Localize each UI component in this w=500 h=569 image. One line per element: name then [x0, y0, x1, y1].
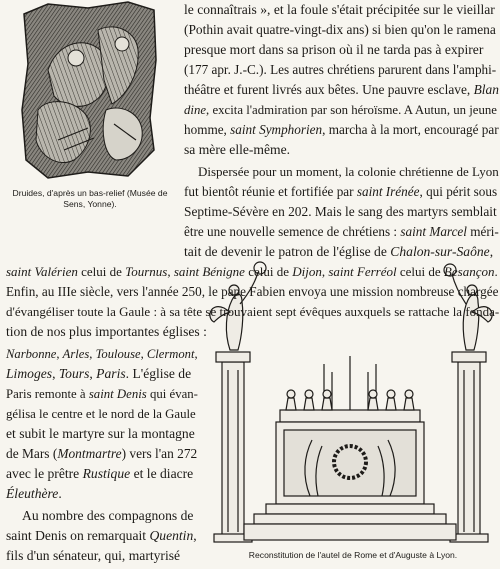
text-segment: ) vers l'an 272 [121, 446, 198, 461]
text-line [184, 40, 483, 60]
text-line [184, 242, 493, 262]
text-segment: fils d'un sénateur, qui, martyrisé [6, 548, 181, 563]
italic-segment: Tournus [125, 264, 168, 279]
text-segment: , [193, 528, 197, 543]
italic-segment: Narbonne [6, 347, 57, 361]
italic-segment: Clermont [146, 347, 195, 361]
text-segment: qui évan- [146, 387, 198, 401]
text-segment: le connaîtrais », et la foule s'était précipitée sur le vieillar [184, 2, 495, 17]
italic-segment: saint Ferréol [328, 264, 397, 279]
text-line [198, 162, 499, 182]
italic-segment: saint Bénigne [173, 264, 245, 279]
text-line [184, 120, 499, 140]
text-line [6, 302, 499, 322]
italic-segment: Paris [96, 366, 126, 381]
italic-segment: Rustique [82, 466, 131, 481]
text-segment: de Mars ( [6, 446, 58, 461]
text-line [22, 506, 193, 526]
italic-segment: Quentin [149, 528, 194, 543]
text-segment: celui de [396, 264, 444, 279]
text-segment: homme, [184, 122, 231, 137]
text-segment: (Pothin avait quatre-vingt-dix ans) si bien qu'on le ramena [184, 22, 496, 37]
text-line [184, 182, 497, 202]
italic-segment: Dijon [292, 264, 322, 279]
text-line [6, 526, 197, 546]
italic-segment: Limoges [6, 366, 53, 381]
text-line [184, 20, 496, 40]
italic-segment: saint Irénée [356, 184, 420, 199]
italic-segment: Toulouse [95, 347, 141, 361]
italic-segment: Besançon [443, 264, 495, 279]
italic-segment: saint Symphorien [230, 122, 323, 137]
text-line [6, 322, 207, 342]
text-segment: presque mort dans sa prison où il ne tarda pas à expirer [184, 42, 484, 57]
text-line [6, 444, 197, 464]
text-line [184, 60, 496, 80]
text-segment: . [494, 264, 498, 279]
text-line [184, 0, 495, 20]
italic-segment: Éleuthère [6, 486, 59, 501]
text-segment: , [194, 347, 198, 361]
text-segment: et le diacre [130, 466, 194, 481]
text-segment: Septime-Sévère en 202. Mais le sang des martyrs semblait [184, 204, 497, 219]
text-segment: , [89, 347, 96, 361]
text-line [184, 202, 497, 222]
italic-segment: saint Marcel [400, 224, 467, 239]
text-line [6, 262, 498, 282]
text-segment: . [58, 486, 62, 501]
text-segment: , qui périt sous [419, 184, 498, 199]
text-segment: Dispersée pour un moment, la colonie chrétienne de Lyon [198, 164, 499, 179]
italic-segment: Arles [62, 347, 90, 361]
text-segment: Paris remonte à [6, 387, 89, 401]
text-segment: Enfin, au IIIe siècle, vers l'année 250, le pape Fabien envoya une mission nombreuse chargée [6, 284, 499, 299]
text-segment: tait de devenir le patron de l'église de [184, 244, 391, 259]
text-line [6, 424, 195, 444]
text-line [6, 282, 498, 302]
text-line [6, 464, 193, 484]
italic-segment: saint Valérien [6, 264, 78, 279]
text-line [184, 100, 497, 120]
text-line [6, 364, 191, 384]
text-line [6, 404, 196, 424]
italic-segment: Chalon-sur-Saône [390, 244, 490, 259]
italic-segment: saint Denis [88, 387, 147, 401]
italic-segment: Montmartre [57, 446, 122, 461]
text-segment: , [52, 366, 59, 381]
text-line [184, 140, 290, 160]
text-segment: , marcha à la mort, encouragé par [322, 122, 499, 137]
text-segment: , [89, 366, 97, 381]
text-segment: , [167, 264, 174, 279]
italic-segment: dine [184, 103, 207, 117]
text-segment: , [140, 347, 147, 361]
text-segment: d'évangéliser toute la Gaule : à sa tête se trouvaient sept évêques auxquels se rattache la fonda- [6, 304, 500, 319]
text-segment: Au nombre des compagnons de [22, 508, 194, 523]
text-segment: saint Denis on remarquait [6, 528, 150, 543]
text-segment: . L'église de [125, 366, 192, 381]
text-segment: , [56, 347, 63, 361]
bas-relief-druids-illustration [18, 0, 160, 180]
text-line [6, 484, 62, 504]
text-segment: gélisa le centre et le nord de la Gaule [6, 407, 196, 421]
text-segment: (177 apr. J.-C.). Les autres chrétiens parurent dans l'amphi- [184, 62, 497, 77]
text-segment: être une nouvelle semence de chrétiens : [184, 224, 401, 239]
italic-segment: Blan [473, 82, 499, 97]
text-segment: théâtre et furent livrés aux bêtes. Une pauvre esclave, [184, 82, 474, 97]
text-segment: , excita l'admiration par son héroïsme. A Autun, un jeune [206, 103, 497, 117]
text-segment: , [321, 264, 329, 279]
text-segment: avec le prêtre [6, 466, 83, 481]
text-segment: celui de [77, 264, 126, 279]
text-line [6, 546, 180, 566]
text-segment: , [489, 244, 494, 259]
figure2-caption: Reconstitution de l'autel de Rome et d'Auguste à Lyon. [248, 550, 458, 560]
text-line [6, 344, 198, 364]
italic-segment: Tours [58, 366, 90, 381]
text-line [184, 222, 499, 242]
text-segment: et subit le martyre sur la montagne [6, 426, 195, 441]
text-line [184, 80, 499, 100]
text-segment: méri- [466, 224, 499, 239]
text-line [6, 384, 198, 404]
text-segment: celui de [244, 264, 293, 279]
text-segment: fut bientôt réunie et fortifiée par [184, 184, 357, 199]
text-segment: sa mère elle-même. [184, 142, 291, 157]
text-segment: tion de nos plus importantes églises : [6, 324, 207, 339]
figure1-caption: Druides, d'après un bas-relief (Musée de Sens, Yonne). [12, 188, 168, 209]
